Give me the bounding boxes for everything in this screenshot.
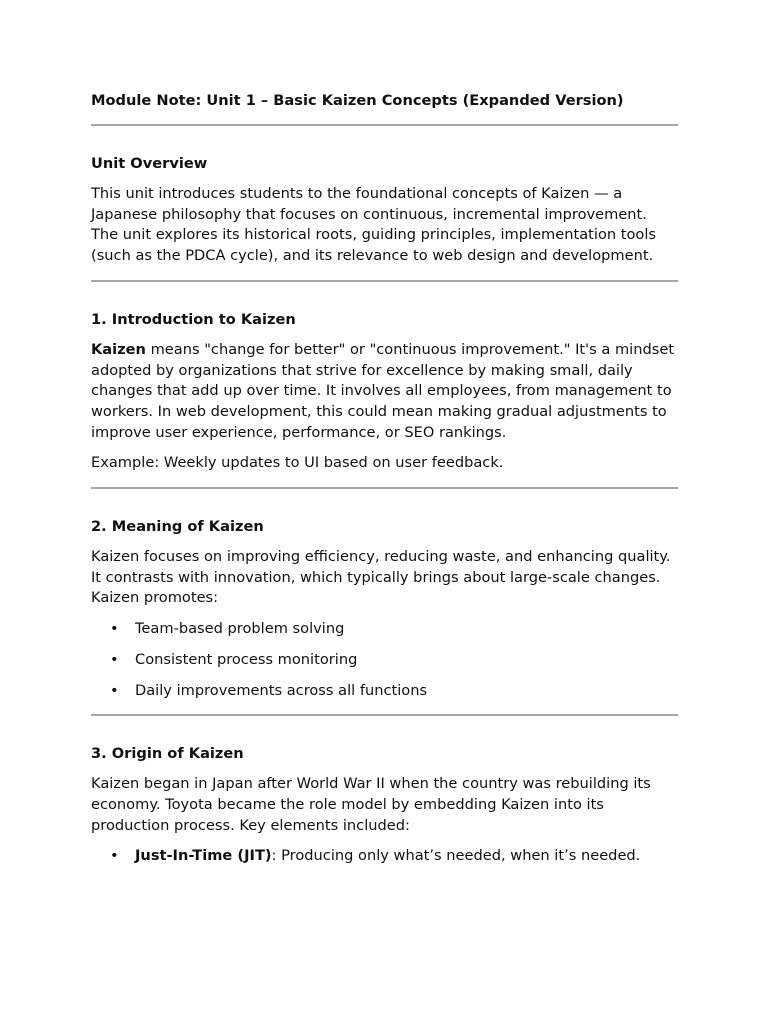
introduction-paragraph bbox=[91, 340, 678, 444]
list-item bbox=[91, 681, 678, 702]
bullet-icon: • bbox=[110, 847, 119, 865]
list-item-text: : Producing only what’s needed, when it’s needed. bbox=[271, 847, 641, 865]
bullet-icon: • bbox=[110, 681, 119, 699]
document-title: Module Note: Unit 1 – Basic Kaizen Concepts (Expanded Version) bbox=[91, 92, 624, 109]
list-item bbox=[91, 650, 678, 671]
list-item-term: Just-In-Time (JIT) bbox=[135, 847, 272, 865]
list-item bbox=[91, 619, 678, 640]
origin-list bbox=[91, 846, 678, 867]
list-item-text: Consistent process monitoring bbox=[135, 650, 358, 668]
list-item bbox=[91, 846, 678, 867]
section-divider bbox=[91, 487, 678, 489]
bullet-icon: • bbox=[110, 650, 119, 668]
title-divider bbox=[91, 124, 678, 126]
list-item-text: Team-based problem solving bbox=[135, 620, 345, 638]
origin-heading: 3. Origin of Kaizen bbox=[91, 745, 244, 763]
kaizen-term: Kaizen bbox=[91, 340, 146, 358]
origin-paragraph: Kaizen began in Japan after World War II when the country was rebuilding its economy. Toyota became the role model by embedding Kaizen into its production process. Key elements included: bbox=[91, 775, 651, 834]
bullet-icon: • bbox=[110, 620, 119, 638]
introduction-section bbox=[91, 309, 678, 474]
document-page bbox=[91, 90, 678, 867]
unit-overview-heading: Unit Overview bbox=[91, 155, 208, 172]
introduction-example: Example: Weekly updates to UI based on user feedback. bbox=[91, 454, 504, 472]
meaning-heading: 2. Meaning of Kaizen bbox=[91, 518, 264, 536]
meaning-paragraph: Kaizen focuses on improving efficiency, reducing waste, and enhancing quality. It contrasts with innovation, which typically brings about large-scale changes. Kaizen promotes: bbox=[91, 548, 671, 607]
section-divider bbox=[91, 714, 678, 716]
list-item-text: Daily improvements across all functions bbox=[135, 681, 428, 699]
introduction-heading: 1. Introduction to Kaizen bbox=[91, 310, 296, 328]
unit-overview-section bbox=[91, 153, 678, 267]
unit-overview-paragraph: This unit introduces students to the foundational concepts of Kaizen — a Japanese philosophy that focuses on continuous, incremental improvement. The unit explores its historical roots, guiding principles, implementation tools (such as the PDCA cycle), and its relevance to web design and development. bbox=[91, 185, 657, 265]
meaning-list bbox=[91, 619, 678, 701]
section-divider bbox=[91, 280, 678, 282]
introduction-text: means "change for better" or "continuous improvement." It's a mindset adopted by organizations that strive for excellence by making small, daily changes that add up over time. It involves all employees, from management to workers. In web development, this could mean making gradual adjustments to improve user experience, performance, or SEO rankings. bbox=[91, 340, 675, 441]
origin-section bbox=[91, 743, 678, 867]
meaning-section bbox=[91, 516, 678, 701]
